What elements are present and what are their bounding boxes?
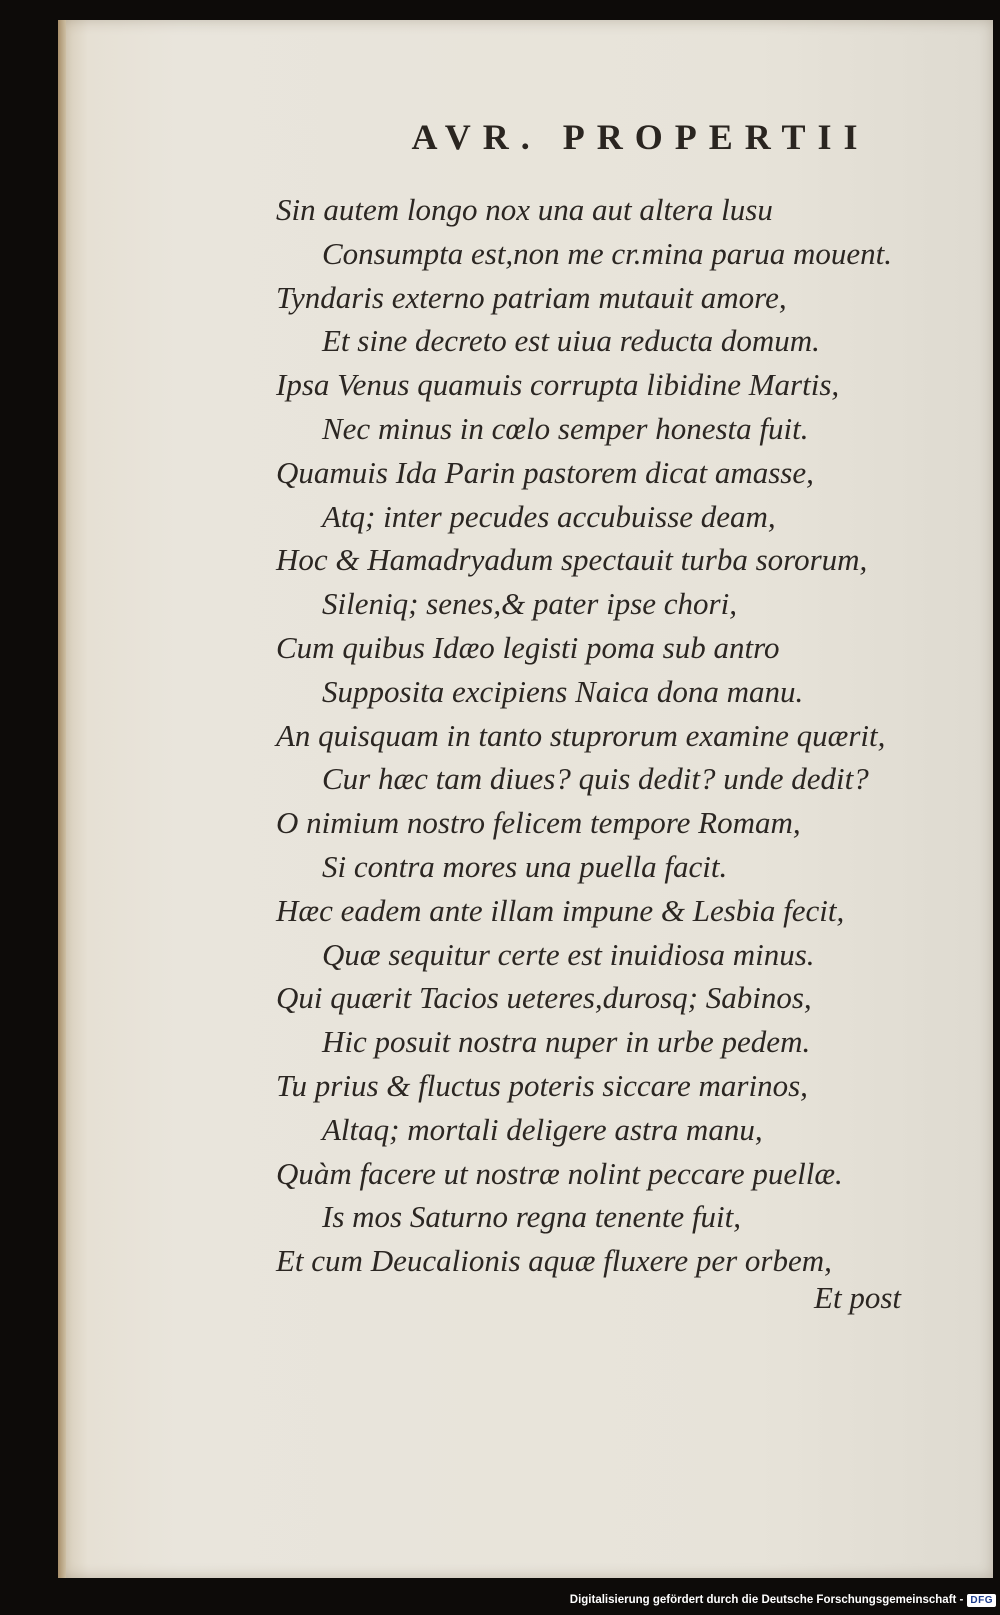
verse-line: Is mos Saturno regna tenente fuit,: [322, 1199, 742, 1235]
catchword: Et post: [814, 1280, 901, 1315]
verse-line: Tu prius & fluctus poteris siccare marinos,: [276, 1068, 808, 1103]
verse-line: An quisquam in tanto stuprorum examine quærit,: [276, 717, 886, 753]
verse-line: Cur hæc tam diues? quis dedit? unde dedit?: [322, 761, 869, 797]
verse-line: Supposita excipiens Naica dona manu.: [322, 673, 804, 709]
verse-line: Si contra mores una puella facit.: [322, 849, 728, 884]
verse-line: Hæc eadem ante illam impune & Lesbia fecit,: [276, 892, 845, 928]
digitization-credit: [570, 1589, 996, 1611]
dfg-logo: DFG: [967, 1594, 996, 1607]
verse-line: Tyndaris externo patriam mutauit amore,: [276, 279, 787, 315]
verse-line: Atq; inter pecudes accubuisse deam,: [322, 498, 776, 534]
verse-line: Ipsa Venus quamuis corrupta libidine Martis,: [276, 367, 840, 403]
book-page: [58, 20, 993, 1578]
verse-line: Qui quærit Tacios ueteres,durosq; Sabinos,: [276, 980, 812, 1016]
verse-line: Cum quibus Idæo legisti poma sub antro: [276, 630, 780, 665]
verse-line: Quamuis Ida Parin pastorem dicat amasse,: [276, 454, 814, 490]
verse-line: Hoc & Hamadryadum spectauit turba sororum,: [276, 542, 868, 578]
verse-line: Quæ sequitur certe est inuidiosa minus.: [322, 936, 815, 972]
credit-text: Digitalisierung gefördert durch die Deutsche Forschungsgemeinschaft -: [569, 1594, 964, 1606]
verse-line: Hic posuit nostra nuper in urbe pedem.: [322, 1024, 811, 1060]
verse-line: Consumpta est,non me cr.mina parua mouent.: [322, 235, 893, 271]
verse-line: Et sine decreto est uiua reducta domum.: [322, 323, 820, 359]
verse-line: Sin autem longo nox una aut altera lusu: [276, 192, 773, 227]
page-gutter-edge: [58, 20, 66, 1578]
verse-line: Nec minus in cœlo semper honesta fuit.: [322, 411, 809, 446]
verse-line: Quàm facere ut nostræ nolint peccare puellæ.: [276, 1155, 843, 1191]
verse-line: Altaq; mortali deligere astra manu,: [322, 1111, 763, 1147]
verse-line: Sileniq; senes,& pater ipse chori,: [322, 586, 737, 622]
running-head: AVR. PROPERTII: [411, 117, 870, 157]
verse-line: O nimium nostro felicem tempore Romam,: [276, 805, 801, 841]
verse-line: Et cum Deucalionis aquæ fluxere per orbem,: [276, 1243, 832, 1279]
